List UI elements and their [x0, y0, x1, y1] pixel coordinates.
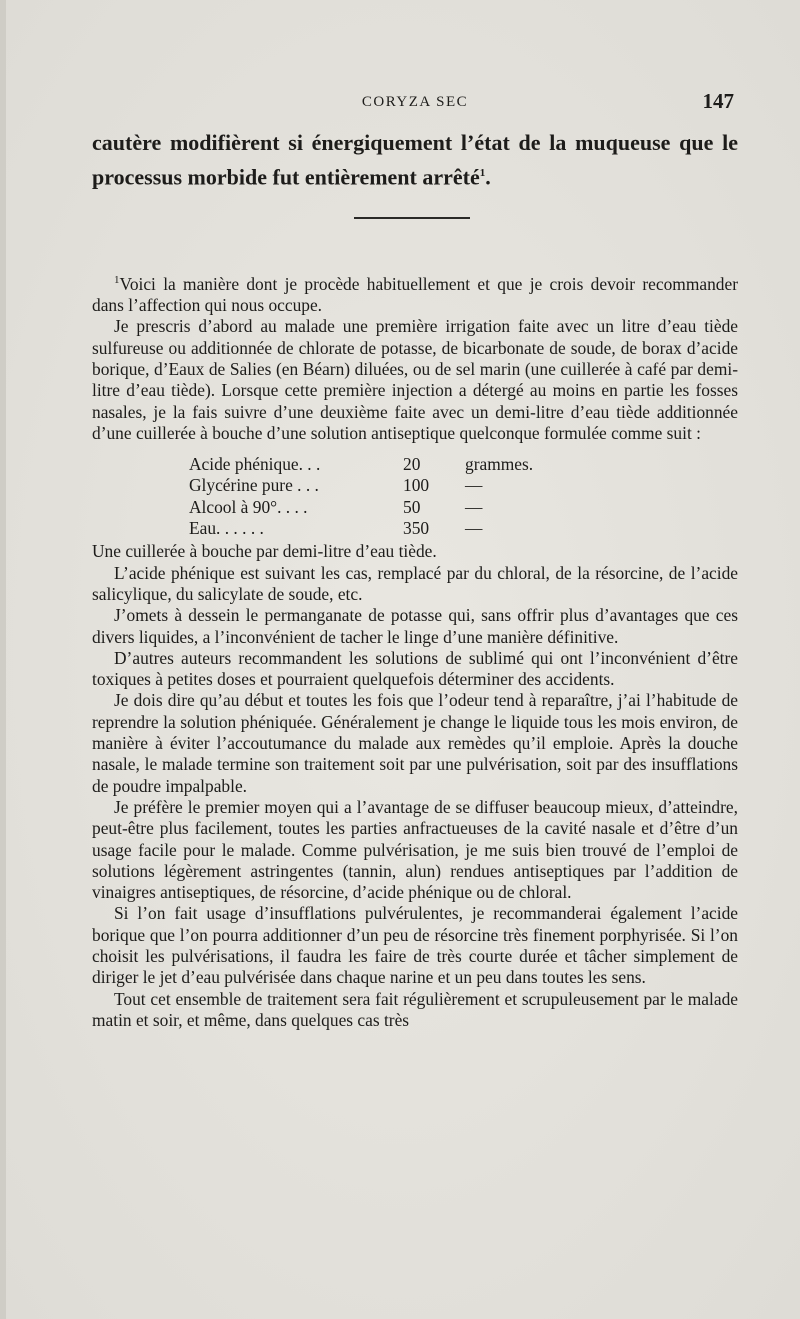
recipe-ingredient: Alcool à 90°. . . . [189, 496, 308, 517]
recipe-quantity: 50 [403, 496, 421, 517]
recipe-unit: — [465, 518, 483, 539]
page-number: 147 [702, 89, 734, 113]
footnote-paragraph-6: Je dois dire qu’au début et toutes les fois que l’odeur tend à reparaître, j’ai l’habitude de reprendre la solution phéniquée. Généralement je change le liquide tous les mois environ, de manière à éviter l’accoutumance du malade aux remèdes qu’il emploie. Après la douche nasale, le malade termine son traitement soit par une pulvérisation, soit par des insufflations de poudre impalpable. [92, 690, 738, 796]
recipe-row [189, 518, 738, 539]
main-text-end: . [485, 164, 491, 190]
footnote-paragraph-4: J’omets à dessein le permanganate de potasse qui, sans offrir plus d’avantages que ces divers liquides, a l’inconvénient de tacher le linge d’une manière définitive. [92, 605, 738, 647]
footnote-block [92, 270, 738, 1031]
recipe-instruction: Une cuillerée à bouche par demi-litre d’eau tiède. [92, 541, 437, 562]
main-text-content: cautère modifièrent si énergiquement l’état de la muqueuse que le processus morbide fut entièrement arrêté [92, 130, 738, 190]
recipe-formula [189, 454, 738, 539]
recipe-row [189, 497, 738, 518]
recipe-quantity: 350 [403, 518, 430, 539]
footnote-marker: 1 [114, 274, 120, 286]
footnote-paragraph-1: $^1$Voici la manière dont je procède habituellement et que je crois devoir recommander dans l’affection qui nous occupe. [92, 273, 738, 316]
recipe-unit: grammes. [465, 454, 534, 475]
footnote-paragraph-7: Je préfère le premier moyen qui a l’avantage de se diffuser beaucoup mieux, d’atteindre, peut-être plus facilement, toutes les parties anfractueuses de la cavité nasale et d’être d’un usage facile pour le malade. Comme pulvérisation, je me suis bien trouvé de l’emploi de solutions légèrement astringentes (tannin, alun) rendues antiseptiques par l’addition de vinaigres antiseptiques, de résorcine, d’acide phénique ou de chloral. [92, 796, 738, 903]
main-text [92, 128, 738, 192]
footnote-reference: 1 [479, 167, 486, 179]
footnote-paragraph-5: D’autres auteurs recommandent les solutions de sublimé qui ont l’inconvénient d’être toxiques à petites doses et pourraient quelquefois déterminer des accidents. [92, 647, 738, 690]
running-title: CORYZA SEC [361, 94, 469, 110]
recipe-ingredient: Eau. . . . . . [189, 518, 264, 539]
recipe-row [189, 475, 738, 496]
recipe-row [189, 454, 738, 475]
recipe-unit: — [465, 496, 483, 517]
footnote-paragraph-9: Tout cet ensemble de traitement sera fait régulièrement et scrupuleusement par le malade matin et soir, et même, dans quelques cas très [92, 988, 738, 1030]
footnote-paragraph-2: Je prescris d’abord au malade une première irrigation faite avec un litre d’eau tiède sulfureuse ou additionnée de chlorate de potasse, de bicarbonate de soude, de borax d’acide borique, d’Eaux de Salies (en Béarn) diluées, ou de sel marin (une cuillerée à café par demi-litre d’eau tiède). Lorsque cette première injection a détergé au moins en partie les fosses nasales, je la fais suivre d’une deuxième faite avec un demi-litre d’eau tiède additionnée d’une cuillerée à bouche d’une solution antiseptique quelconque formulée comme suit : [92, 316, 738, 443]
recipe-unit: — [465, 475, 483, 496]
footnote-paragraph-8: Si l’on fait usage d’insufflations pulvérulentes, je recommanderai également l’acide borique que l’on pourra additionner d’un peu de résorcine très finement porphyrisée. Si l’on choisit les pulvérisations, il faudra les faire de très courte durée et tâcher simplement de diriger le jet d’eau pulvérisée dans chaque narine et un peu dans toutes les sens. [92, 903, 738, 988]
recipe-ingredient: Glycérine pure . . . [189, 475, 319, 496]
footnote-separator [354, 217, 470, 219]
recipe-ingredient: Acide phénique. . . [189, 454, 321, 475]
page-edge [0, 0, 6, 1319]
footnote-paragraph-3: L’acide phénique est suivant les cas, remplacé par du chloral, de la résorcine, de l’acide salicylique, du salicylate de soude, etc. [92, 562, 738, 604]
recipe-quantity: 100 [403, 475, 430, 496]
page-header [92, 89, 738, 120]
recipe-quantity: 20 [403, 454, 421, 475]
